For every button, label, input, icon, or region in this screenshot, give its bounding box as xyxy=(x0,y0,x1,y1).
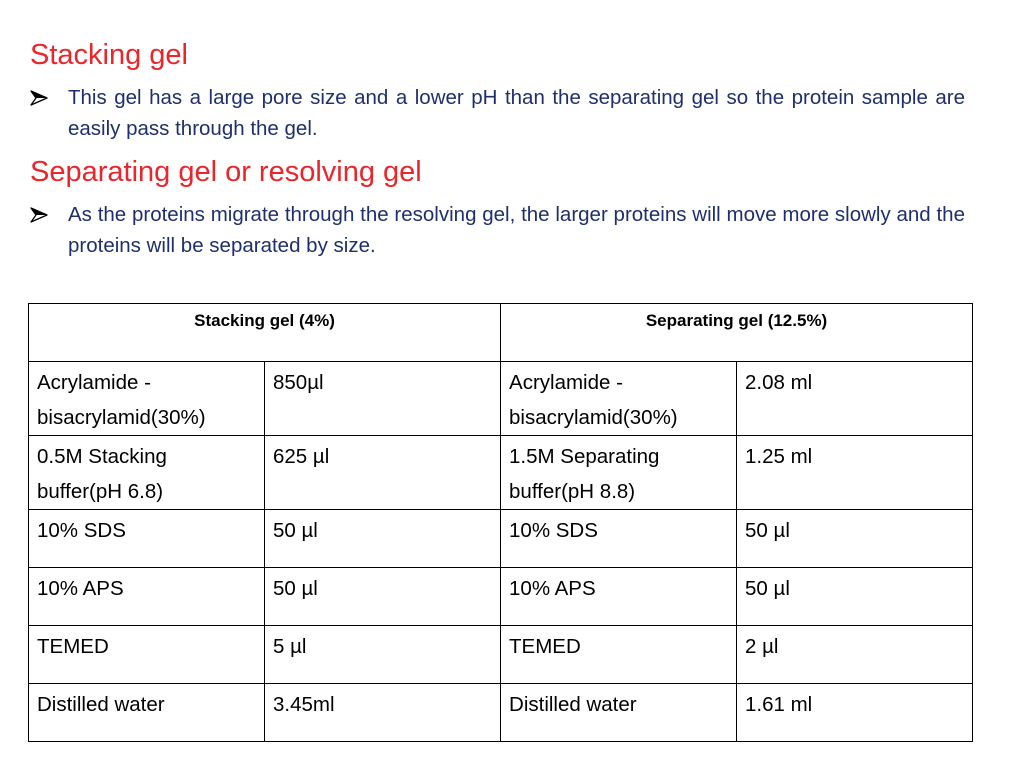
table-cell: Acrylamide - bisacrylamid(30%) xyxy=(501,362,737,436)
table-row xyxy=(29,510,973,568)
table-cell: 850µl xyxy=(265,362,501,436)
table-cell: 1.5M Separating buffer(pH 8.8) xyxy=(501,436,737,510)
table-header-row xyxy=(29,304,973,362)
table-row xyxy=(29,626,973,684)
gel-recipe-table xyxy=(28,303,973,742)
table-row xyxy=(29,436,973,510)
table-cell: 10% APS xyxy=(501,568,737,626)
table-row xyxy=(29,362,973,436)
stacking-gel-bullet xyxy=(30,82,965,144)
separating-gel-description: As the proteins migrate through the resolving gel, the larger proteins will move more slowly and the proteins will be separated by size. xyxy=(68,203,965,257)
table-cell: TEMED xyxy=(501,626,737,684)
table-row xyxy=(29,684,973,742)
table-cell: 50 µl xyxy=(265,510,501,568)
header-stacking-gel: Stacking gel (4%) xyxy=(29,304,501,362)
table-cell: 2.08 ml xyxy=(737,362,973,436)
table-cell: 50 µl xyxy=(737,510,973,568)
table-cell: 10% SDS xyxy=(29,510,265,568)
table-cell: 0.5M Stacking buffer(pH 6.8) xyxy=(29,436,265,510)
arrow-bullet-icon xyxy=(30,82,68,113)
table-cell: 2 µl xyxy=(737,626,973,684)
table-row xyxy=(29,568,973,626)
table-cell: TEMED xyxy=(29,626,265,684)
table-cell: Acrylamide - bisacrylamid(30%) xyxy=(29,362,265,436)
stacking-gel-heading: Stacking gel xyxy=(30,39,188,71)
table-cell: 50 µl xyxy=(737,568,973,626)
table-cell: Distilled water xyxy=(29,684,265,742)
table-cell: 10% APS xyxy=(29,568,265,626)
table-cell: Distilled water xyxy=(501,684,737,742)
separating-gel-heading: Separating gel or resolving gel xyxy=(30,156,422,188)
table-cell: 1.25 ml xyxy=(737,436,973,510)
separating-gel-bullet xyxy=(30,199,965,261)
table-cell: 10% SDS xyxy=(501,510,737,568)
table-cell: 1.61 ml xyxy=(737,684,973,742)
header-separating-gel: Separating gel (12.5%) xyxy=(501,304,973,362)
stacking-gel-description: This gel has a large pore size and a lower pH than the separating gel so the protein sample are easily pass through the gel. xyxy=(68,86,965,140)
table-cell: 50 µl xyxy=(265,568,501,626)
table-cell: 5 µl xyxy=(265,626,501,684)
table-cell: 3.45ml xyxy=(265,684,501,742)
arrow-bullet-icon xyxy=(30,199,68,230)
table-cell: 625 µl xyxy=(265,436,501,510)
